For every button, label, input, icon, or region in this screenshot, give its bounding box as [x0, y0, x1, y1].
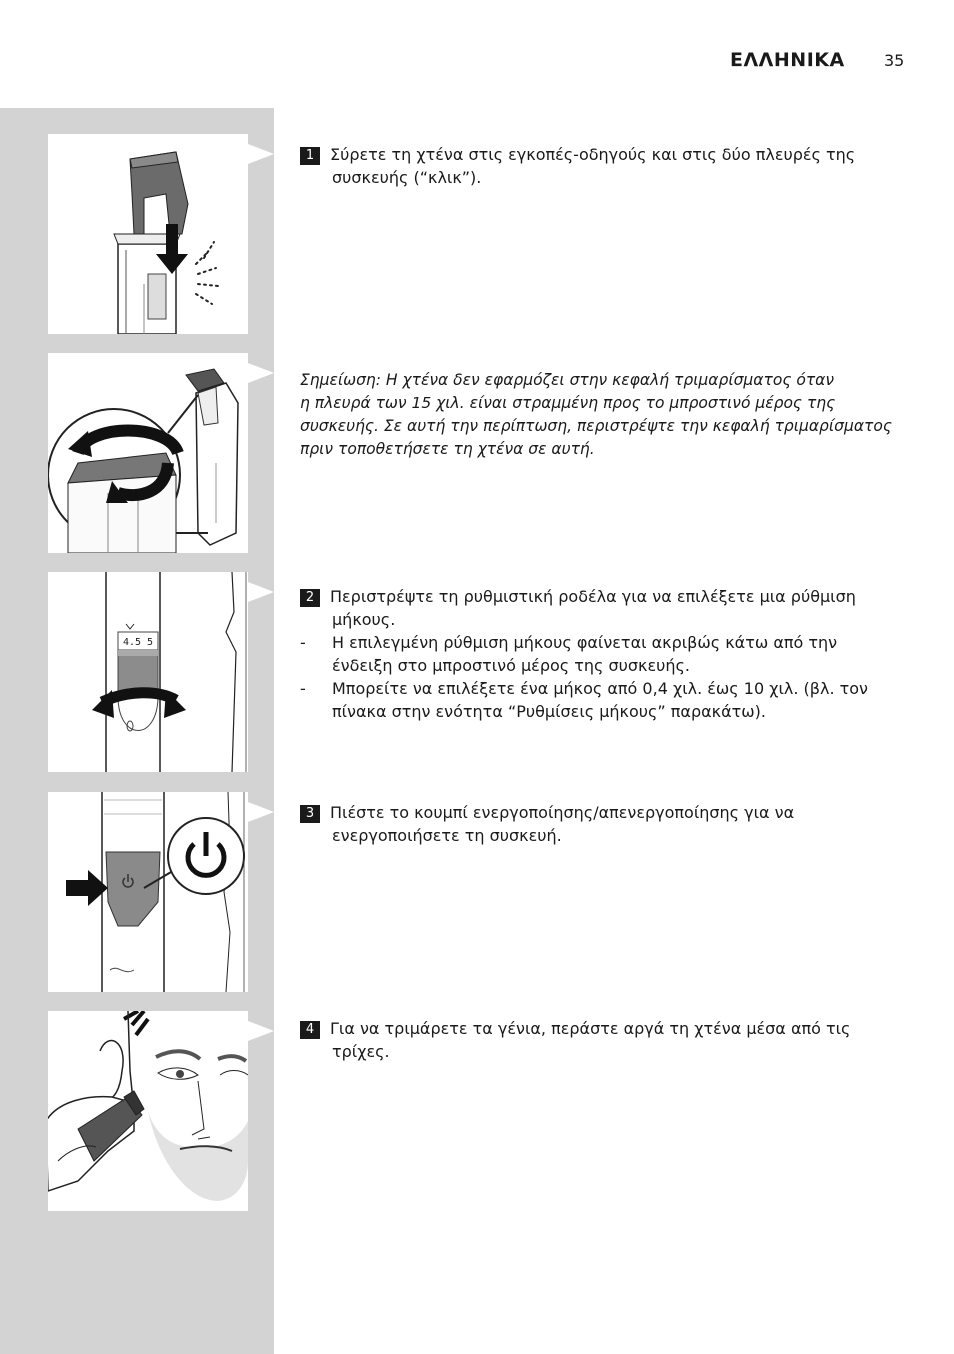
note-line: πριν τοποθετήσετε τη χτένα σε αυτή.	[300, 440, 595, 458]
bullet-text: Η επιλεγμένη ρύθμιση μήκους φαίνεται ακριβώς κάτω από την	[332, 633, 838, 652]
step-text-cont: τρίχες.	[332, 1042, 390, 1061]
step-text: Πιέστε το κουμπί ενεργοποίησης/απενεργοποίησης για να	[330, 803, 795, 822]
step-3	[300, 801, 900, 847]
panel-pointer	[248, 1021, 274, 1041]
length-display-readout: 4.5 5	[122, 637, 154, 648]
note-line: συσκευής. Σε αυτή την περίπτωση, περιστρέψτε την κεφαλή τριμαρίσματος	[300, 417, 892, 435]
bullet-text: πίνακα στην ενότητα “Ρυθμίσεις μήκους” παρακάτω).	[332, 702, 766, 721]
illustration-trim-beard	[48, 1011, 248, 1211]
bullet-item	[300, 631, 900, 677]
panel-pointer	[248, 802, 274, 822]
step-text-cont: συσκευής (“κλικ”).	[332, 168, 482, 187]
note-paragraph	[300, 369, 910, 461]
panel-pointer	[248, 144, 274, 164]
note-line: η πλευρά των 15 χιλ. είναι στραμμένη προς το μπροστινό μέρος της	[300, 394, 836, 412]
step-number: 2	[300, 589, 320, 607]
step-text: Για να τριμάρετε τα γένια, περάστε αργά τη χτένα μέσα από τις	[330, 1019, 851, 1038]
bullet-text: Μπορείτε να επιλέξετε ένα μήκος από 0,4 χιλ. έως 10 χιλ. (βλ. τον	[332, 679, 868, 698]
note-line: Σημείωση: Η χτένα δεν εφαρμόζει στην κεφαλή τριμαρίσματος όταν	[300, 371, 835, 389]
step-number: 1	[300, 147, 320, 165]
bullet-dash: -	[300, 633, 306, 652]
step-4	[300, 1017, 900, 1063]
bullet-dash: -	[300, 679, 306, 698]
bullet-text: ένδειξη στο μπροστινό μέρος της συσκευής.	[332, 656, 690, 675]
step-number: 3	[300, 805, 320, 823]
illustration-attach-comb	[48, 134, 248, 334]
bullet-item	[300, 677, 900, 723]
step-1	[300, 143, 900, 189]
illustration-length-wheel	[48, 572, 248, 772]
step-text-cont: μήκους.	[332, 610, 396, 629]
page-number: 35	[884, 51, 905, 70]
panel-pointer	[248, 363, 274, 383]
step-2	[300, 585, 900, 723]
panel-pointer	[248, 582, 274, 602]
step-text-cont: ενεργοποιήσετε τη συσκευή.	[332, 826, 562, 845]
illustration-rotate-head	[48, 353, 248, 553]
step-text: Σύρετε τη χτένα στις εγκοπές-οδηγούς και στις δύο πλευρές της	[330, 145, 856, 164]
step-number: 4	[300, 1021, 320, 1039]
illustration-power-button	[48, 792, 248, 992]
language-heading: ΕΛΛΗΝΙΚΑ	[730, 49, 845, 71]
step-text: Περιστρέψτε τη ρυθμιστική ροδέλα για να επιλέξετε μια ρύθμιση	[330, 587, 856, 606]
